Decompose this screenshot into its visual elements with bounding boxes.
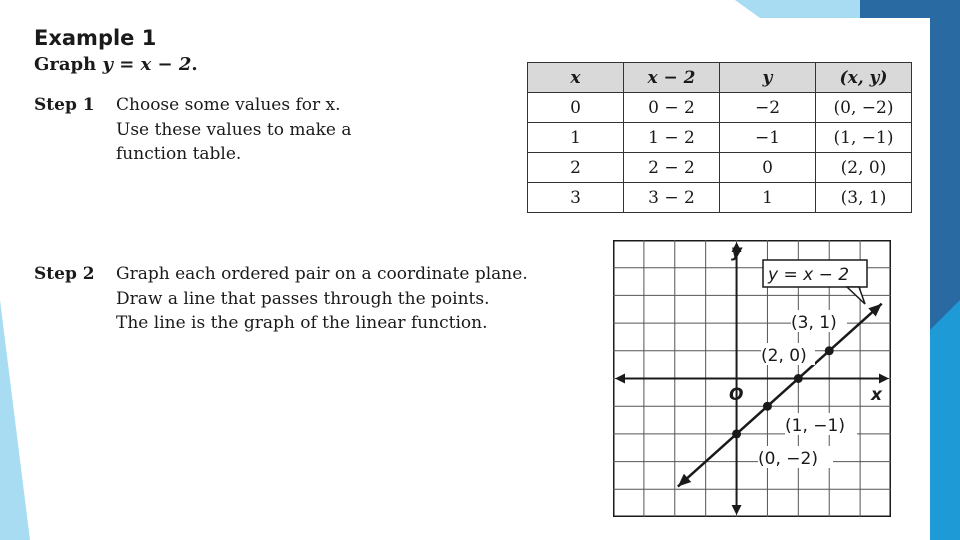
step1-line: function table. xyxy=(116,144,242,164)
table-cell: 0 xyxy=(528,93,624,123)
table-cell: (2, 0) xyxy=(816,153,912,183)
table-cell: 1 xyxy=(720,183,816,213)
function-table xyxy=(527,62,912,213)
table-cell: (3, 1) xyxy=(816,183,912,213)
table-cell: 1 − 2 xyxy=(624,123,720,153)
table-row xyxy=(528,123,912,153)
step2-line: Graph each ordered pair on a coordinate plane. xyxy=(116,264,528,284)
axis-y-label: y xyxy=(731,242,743,262)
table-header: y xyxy=(720,63,816,93)
x-axis-arrow-left xyxy=(615,374,625,384)
table-cell: 2 − 2 xyxy=(624,153,720,183)
table-cell: −2 xyxy=(720,93,816,123)
table-header-row xyxy=(528,63,912,93)
step1-line: Use these values to make a xyxy=(116,120,352,140)
step2-line: Draw a line that passes through the points. xyxy=(116,289,490,309)
point-label-1: (1, −1) xyxy=(785,416,845,436)
step2-line: The line is the graph of the linear function. xyxy=(116,313,488,333)
step1-line: Choose some values for x. xyxy=(116,95,341,115)
graph-prefix: Graph xyxy=(34,54,103,75)
deco-right-mid xyxy=(930,300,960,540)
graph-suffix: . xyxy=(191,54,198,75)
table-cell: 1 xyxy=(528,123,624,153)
table-cell: (0, −2) xyxy=(816,93,912,123)
point-label-3: (3, 1) xyxy=(791,313,837,333)
origin-label: O xyxy=(729,385,744,405)
data-point xyxy=(763,402,772,411)
step2-label: Step 2 xyxy=(34,264,95,284)
table-row xyxy=(528,153,912,183)
coordinate-graph xyxy=(613,240,891,521)
table-header: x xyxy=(528,63,624,93)
data-point xyxy=(732,429,741,438)
table-row xyxy=(528,183,912,213)
table-cell: (1, −1) xyxy=(816,123,912,153)
table-header: (x, y) xyxy=(816,63,912,93)
example-instruction xyxy=(34,54,198,75)
table-cell: 2 xyxy=(528,153,624,183)
equation-label: y = x − 2 xyxy=(768,265,850,285)
deco-top-light xyxy=(735,0,860,18)
coordinate-plane xyxy=(613,240,891,517)
data-point xyxy=(794,374,803,383)
x-axis-arrow-right xyxy=(879,374,889,384)
table-cell: 3 xyxy=(528,183,624,213)
axis-x-label: x xyxy=(871,385,882,405)
table-cell: 0 − 2 xyxy=(624,93,720,123)
table-cell: 3 − 2 xyxy=(624,183,720,213)
example-equation: y = x − 2 xyxy=(102,54,192,75)
example-title: Example 1 xyxy=(34,26,157,50)
deco-left-light xyxy=(0,300,30,540)
table-cell: −1 xyxy=(720,123,816,153)
point-label-0: (0, −2) xyxy=(758,449,818,469)
table-header: x − 2 xyxy=(624,63,720,93)
step1-label: Step 1 xyxy=(34,95,95,115)
table-row xyxy=(528,93,912,123)
data-point xyxy=(825,346,834,355)
table-cell: 0 xyxy=(720,153,816,183)
point-label-2: (2, 0) xyxy=(761,346,807,366)
y-axis-arrow-down xyxy=(732,505,742,515)
